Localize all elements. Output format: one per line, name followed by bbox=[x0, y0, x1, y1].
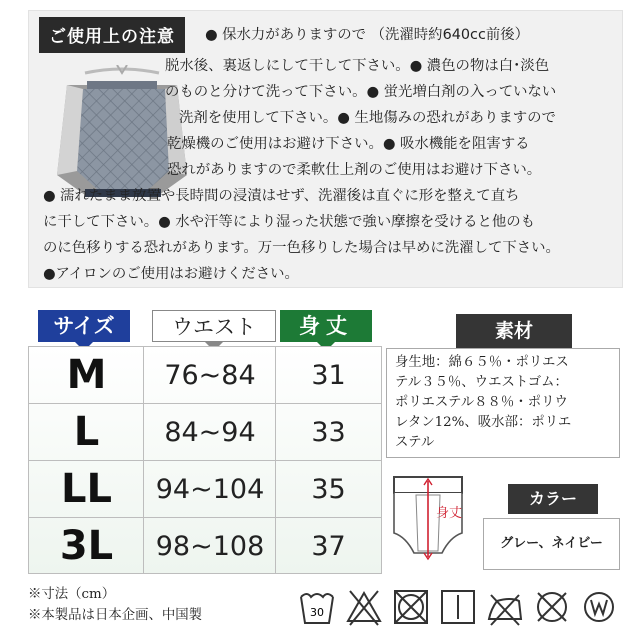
wash-30-icon bbox=[297, 583, 337, 631]
care-line-10: ●アイロンのご使用はお避けください。 bbox=[43, 266, 299, 282]
waist-cell: 84~94 bbox=[164, 417, 256, 448]
size-cell: LL bbox=[61, 466, 112, 512]
care-symbols bbox=[297, 583, 623, 631]
care-line-1: ● 保水力がありますので （洗濯時約640cc前後） bbox=[205, 27, 530, 43]
material-line: 身生地：綿６５％・ポリエス bbox=[395, 355, 569, 370]
no-bleach-icon bbox=[344, 583, 384, 631]
care-line-5: 乾燥機のご使用はお避け下さい。● 吸水機能を阻害する bbox=[167, 136, 530, 152]
origin-note: ※本製品は日本企画、中国製 bbox=[28, 608, 203, 623]
care-line-4: 洗剤を使用して下さい。● 生地傷みの恐れがありますので bbox=[179, 110, 556, 126]
size-cell: M bbox=[66, 352, 107, 398]
waist-cell: 94~104 bbox=[155, 474, 265, 505]
waist-header: ウエスト bbox=[152, 310, 276, 342]
size-table bbox=[28, 310, 373, 572]
size-cell: L bbox=[73, 409, 100, 455]
care-line-8: に干して下さい。● 水や汗等により湿った状態で強い摩擦を受けると他のも bbox=[43, 214, 536, 230]
material-line: ポリエステル８８％・ポリウ bbox=[395, 395, 568, 410]
care-line-9: のに色移りする恐れがあります。万一色移りした場合は早めに洗濯して下さい。 bbox=[43, 240, 560, 256]
care-line-7: ● 濡れたまま放置や長時間の浸漬はせず、洗濯後は直ぐに形を整えて直ち bbox=[43, 188, 520, 204]
wash-temp: 30 bbox=[310, 606, 324, 619]
waist-cell: 76~84 bbox=[164, 360, 256, 391]
waist-cell: 98~108 bbox=[155, 531, 265, 562]
table-row bbox=[29, 347, 381, 404]
length-cell: 35 bbox=[311, 474, 346, 505]
material-line: ステル bbox=[395, 435, 435, 450]
length-cell: 37 bbox=[311, 531, 346, 562]
length-cell: 31 bbox=[311, 360, 346, 391]
length-diagram bbox=[386, 473, 482, 565]
material-line: レタン12%、吸水部：ポリエ bbox=[395, 415, 572, 430]
length-header: 身丈 bbox=[280, 310, 372, 342]
table-row bbox=[29, 404, 381, 461]
table-row bbox=[29, 518, 381, 575]
size-header: サイズ bbox=[38, 310, 130, 342]
unit-note: ※寸法（cm） bbox=[28, 587, 116, 602]
no-iron-icon bbox=[485, 583, 525, 631]
no-tumble-dry-icon bbox=[391, 583, 431, 631]
table-row bbox=[29, 461, 381, 518]
no-dry-clean-icon bbox=[532, 583, 572, 631]
line-dry-icon bbox=[438, 583, 478, 631]
wet-clean-icon bbox=[579, 583, 619, 631]
color-title: カラー bbox=[508, 484, 598, 514]
care-instructions-panel bbox=[28, 10, 623, 288]
care-line-2: 脱水後、裏返しにして干して下さい。● 濃色の物は白･淡色 bbox=[165, 58, 550, 74]
material-title: 素材 bbox=[456, 314, 572, 348]
care-line-6: 恐れがありますので柔軟仕上剤のご使用はお避け下さい。 bbox=[167, 162, 542, 178]
material-line: テル３５％、ウエストゴム： bbox=[395, 375, 568, 390]
row-divider bbox=[28, 460, 382, 461]
color-box bbox=[483, 518, 620, 570]
diagram-label: 身丈 bbox=[436, 506, 463, 521]
length-cell: 33 bbox=[311, 417, 346, 448]
care-title: ご使用上の注意 bbox=[39, 17, 185, 53]
row-divider bbox=[28, 517, 382, 518]
material-box bbox=[386, 348, 620, 458]
row-divider bbox=[28, 403, 382, 404]
care-line-3: のものと分けて洗って下さい。● 蛍光増白剤の入っていない bbox=[165, 84, 557, 100]
size-cell: 3L bbox=[59, 523, 114, 569]
color-value: グレー、ネイビー bbox=[500, 536, 603, 551]
